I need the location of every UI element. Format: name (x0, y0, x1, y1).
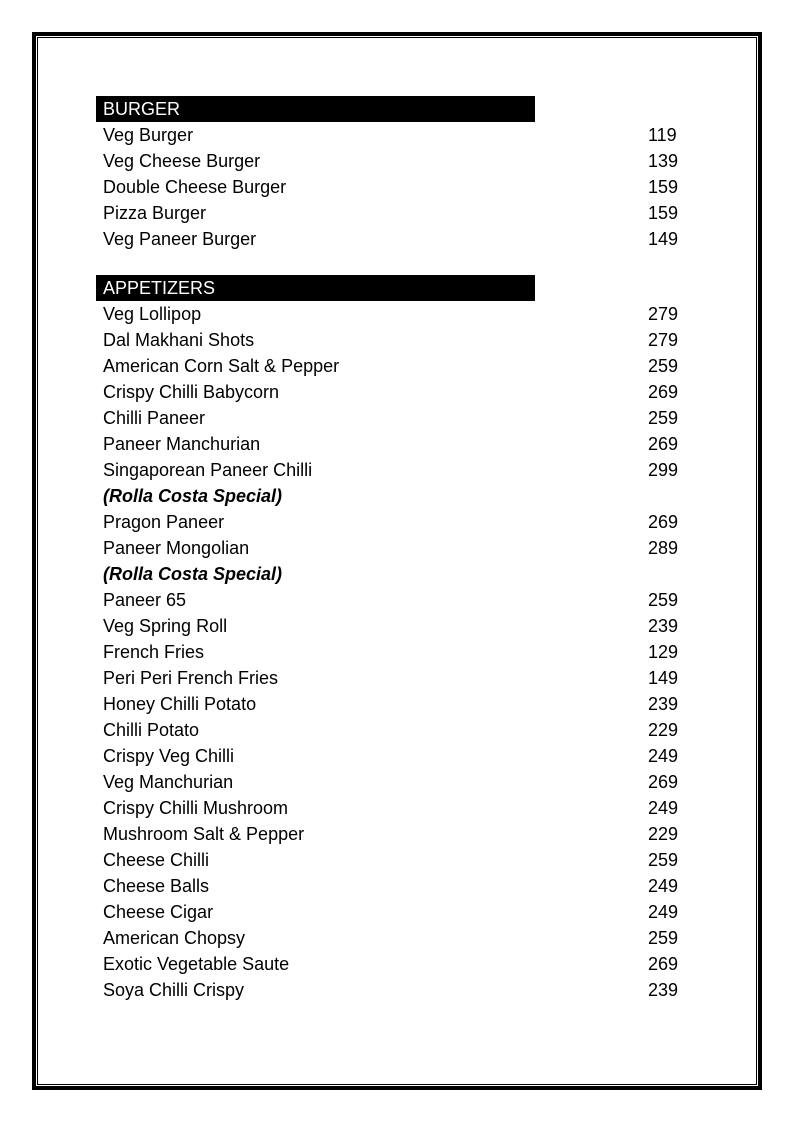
menu-item (96, 977, 696, 1003)
item-name: Veg Lollipop (103, 304, 202, 324)
item-name: Honey Chilli Potato (103, 694, 257, 714)
item-name: Cheese Cigar (103, 902, 214, 922)
item-price: 279 (648, 330, 679, 350)
item-name: Veg Spring Roll (103, 616, 228, 636)
item-name: Pragon Paneer (103, 512, 225, 532)
item-name: American Corn Salt & Pepper (103, 356, 340, 376)
item-price: 239 (648, 980, 679, 1000)
item-name: (Rolla Costa Special) (103, 486, 283, 506)
item-name: Chilli Paneer (103, 408, 206, 428)
item-price: 249 (648, 746, 679, 766)
item-price: 279 (648, 304, 679, 324)
item-name: Dal Makhani Shots (103, 330, 255, 350)
item-price: 269 (648, 382, 679, 402)
item-price: 259 (648, 356, 679, 376)
item-name: Paneer Manchurian (103, 434, 261, 454)
item-name: Paneer 65 (103, 590, 187, 610)
item-price: 269 (648, 512, 679, 532)
item-price: 269 (648, 772, 679, 792)
menu-item (96, 301, 696, 327)
menu-item (96, 379, 696, 405)
item-price: 139 (648, 151, 679, 171)
menu-item (96, 174, 696, 200)
item-name: Veg Cheese Burger (103, 151, 261, 171)
item-price: 149 (648, 668, 679, 688)
item-name: Peri Peri French Fries (103, 668, 279, 688)
menu-item (96, 327, 696, 353)
item-price: 229 (648, 720, 679, 740)
menu-content (96, 96, 696, 1003)
item-price: 259 (648, 408, 679, 428)
menu-item (96, 587, 696, 613)
item-price: 129 (648, 642, 679, 662)
item-price: 119 (648, 125, 677, 145)
item-name: French Fries (103, 642, 205, 662)
item-price: 249 (648, 876, 679, 896)
menu-item (96, 457, 696, 483)
item-name: Paneer Mongolian (103, 538, 250, 558)
menu-item (96, 353, 696, 379)
item-name: Crispy Veg Chilli (103, 746, 235, 766)
item-name: Double Cheese Burger (103, 177, 287, 197)
menu-item (96, 122, 696, 148)
item-name: Veg Paneer Burger (103, 229, 257, 249)
item-name: (Rolla Costa Special) (103, 564, 283, 584)
menu-item (96, 951, 696, 977)
item-name: Singaporean Paneer Chilli (103, 460, 313, 480)
item-name: Soya Chilli Crispy (103, 980, 245, 1000)
menu-item (96, 431, 696, 457)
menu-item (96, 200, 696, 226)
section-spacer (96, 252, 696, 275)
special-note (96, 483, 696, 509)
item-name: Exotic Vegetable Saute (103, 954, 290, 974)
menu-item (96, 717, 696, 743)
menu-item (96, 847, 696, 873)
menu-item (96, 509, 696, 535)
menu-item (96, 873, 696, 899)
item-price: 269 (648, 954, 679, 974)
item-price: 249 (648, 902, 679, 922)
special-note (96, 561, 696, 587)
section-header-appetizers: APPETIZERS (96, 275, 535, 301)
item-name: Mushroom Salt & Pepper (103, 824, 305, 844)
item-price: 159 (648, 177, 679, 197)
item-price: 159 (648, 203, 679, 223)
item-price: 259 (648, 590, 679, 610)
item-price: 249 (648, 798, 679, 818)
item-price: 239 (648, 616, 679, 636)
item-name: Crispy Chilli Mushroom (103, 798, 289, 818)
item-name: Veg Burger (103, 125, 194, 145)
item-price: 239 (648, 694, 679, 714)
item-price: 149 (648, 229, 679, 249)
menu-item (96, 795, 696, 821)
item-name: Pizza Burger (103, 203, 207, 223)
menu-item (96, 535, 696, 561)
item-name: Chilli Potato (103, 720, 200, 740)
item-price: 259 (648, 928, 679, 948)
item-name: Veg Manchurian (103, 772, 234, 792)
item-price: 299 (648, 460, 679, 480)
menu-item (96, 899, 696, 925)
menu-item (96, 769, 696, 795)
menu-item (96, 925, 696, 951)
item-price: 269 (648, 434, 679, 454)
item-name: Cheese Chilli (103, 850, 210, 870)
item-name: Cheese Balls (103, 876, 210, 896)
menu-item (96, 148, 696, 174)
item-name: American Chopsy (103, 928, 246, 948)
item-price: 229 (648, 824, 679, 844)
menu-item (96, 691, 696, 717)
menu-item (96, 743, 696, 769)
menu-item (96, 665, 696, 691)
item-price: 289 (648, 538, 679, 558)
section-header-burger: BURGER (96, 96, 535, 122)
item-name: Crispy Chilli Babycorn (103, 382, 280, 402)
item-price: 259 (648, 850, 679, 870)
menu-item (96, 639, 696, 665)
menu-item (96, 226, 696, 252)
menu-item (96, 821, 696, 847)
menu-item (96, 613, 696, 639)
menu-item (96, 405, 696, 431)
